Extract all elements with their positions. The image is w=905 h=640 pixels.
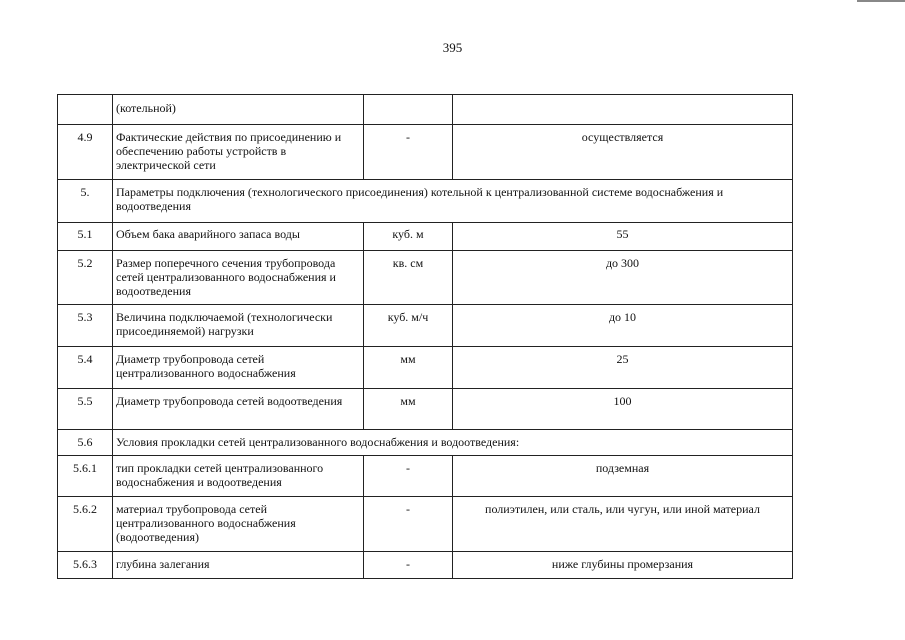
parameters-table bbox=[57, 94, 793, 579]
row-description: глубина залегания bbox=[113, 552, 364, 579]
row-unit: мм bbox=[364, 347, 453, 389]
row-unit: - bbox=[364, 456, 453, 497]
row-unit: куб. м bbox=[364, 223, 453, 251]
table-row bbox=[58, 347, 793, 389]
row-unit: - bbox=[364, 125, 453, 180]
row-description: Величина подключаемой (технологически присоединяемой) нагрузки bbox=[113, 305, 364, 347]
section-number: 5.6 bbox=[58, 430, 113, 456]
section-heading: Условия прокладки сетей централизованного водоснабжения и водоотведения: bbox=[113, 430, 793, 456]
row-number: 5.1 bbox=[58, 223, 113, 251]
row-description: Размер поперечного сечения трубопровода сетей централизованного водоснабжения и водоотведения bbox=[113, 251, 364, 305]
row-description: Фактические действия по присоединению и обеспечению работы устройств в электрической сети bbox=[113, 125, 364, 180]
row-description: Диаметр трубопровода сетей водоотведения bbox=[113, 389, 364, 430]
table-row bbox=[58, 552, 793, 579]
row-unit: - bbox=[364, 552, 453, 579]
row-number: 5.6.2 bbox=[58, 497, 113, 552]
table-row bbox=[58, 95, 793, 125]
row-number: 5.2 bbox=[58, 251, 113, 305]
row-value: до 10 bbox=[453, 305, 793, 347]
row-number: 5.5 bbox=[58, 389, 113, 430]
row-number: 5.6.1 bbox=[58, 456, 113, 497]
row-description: Диаметр трубопровода сетей централизованного водоснабжения bbox=[113, 347, 364, 389]
section-number: 5. bbox=[58, 180, 113, 223]
row-value: осуществляется bbox=[453, 125, 793, 180]
row-value: подземная bbox=[453, 456, 793, 497]
row-description: (котельной) bbox=[113, 95, 364, 125]
row-value: 25 bbox=[453, 347, 793, 389]
row-number: 5.6.3 bbox=[58, 552, 113, 579]
row-number: 5.4 bbox=[58, 347, 113, 389]
row-value bbox=[453, 95, 793, 125]
row-value: ниже глубины промерзания bbox=[453, 552, 793, 579]
row-value: 55 bbox=[453, 223, 793, 251]
row-unit: - bbox=[364, 497, 453, 552]
page-number: 395 bbox=[442, 40, 463, 55]
table-section-row bbox=[58, 180, 793, 223]
row-description: материал трубопровода сетей централизованного водоснабжения (водоотведения) bbox=[113, 497, 364, 552]
row-unit: мм bbox=[364, 389, 453, 430]
row-unit: кв. см bbox=[364, 251, 453, 305]
row-unit: куб. м/ч bbox=[364, 305, 453, 347]
row-value: полиэтилен, или сталь, или чугун, или иной материал bbox=[453, 497, 793, 552]
table-section-row bbox=[58, 430, 793, 456]
table-row bbox=[58, 389, 793, 430]
row-number: 5.3 bbox=[58, 305, 113, 347]
table-row bbox=[58, 456, 793, 497]
row-description: тип прокладки сетей централизованного водоснабжения и водоотведения bbox=[113, 456, 364, 497]
row-value: до 300 bbox=[453, 251, 793, 305]
row-unit bbox=[364, 95, 453, 125]
table-row bbox=[58, 497, 793, 552]
table-row bbox=[58, 251, 793, 305]
table-row bbox=[58, 223, 793, 251]
table-row bbox=[58, 305, 793, 347]
row-number: 4.9 bbox=[58, 125, 113, 180]
row-value: 100 bbox=[453, 389, 793, 430]
section-heading: Параметры подключения (технологического присоединения) котельной к централизованной системе водоснабжения и водоотведения bbox=[113, 180, 793, 223]
row-number bbox=[58, 95, 113, 125]
page-edge-rule bbox=[857, 0, 905, 2]
table-row bbox=[58, 125, 793, 180]
row-description: Объем бака аварийного запаса воды bbox=[113, 223, 364, 251]
